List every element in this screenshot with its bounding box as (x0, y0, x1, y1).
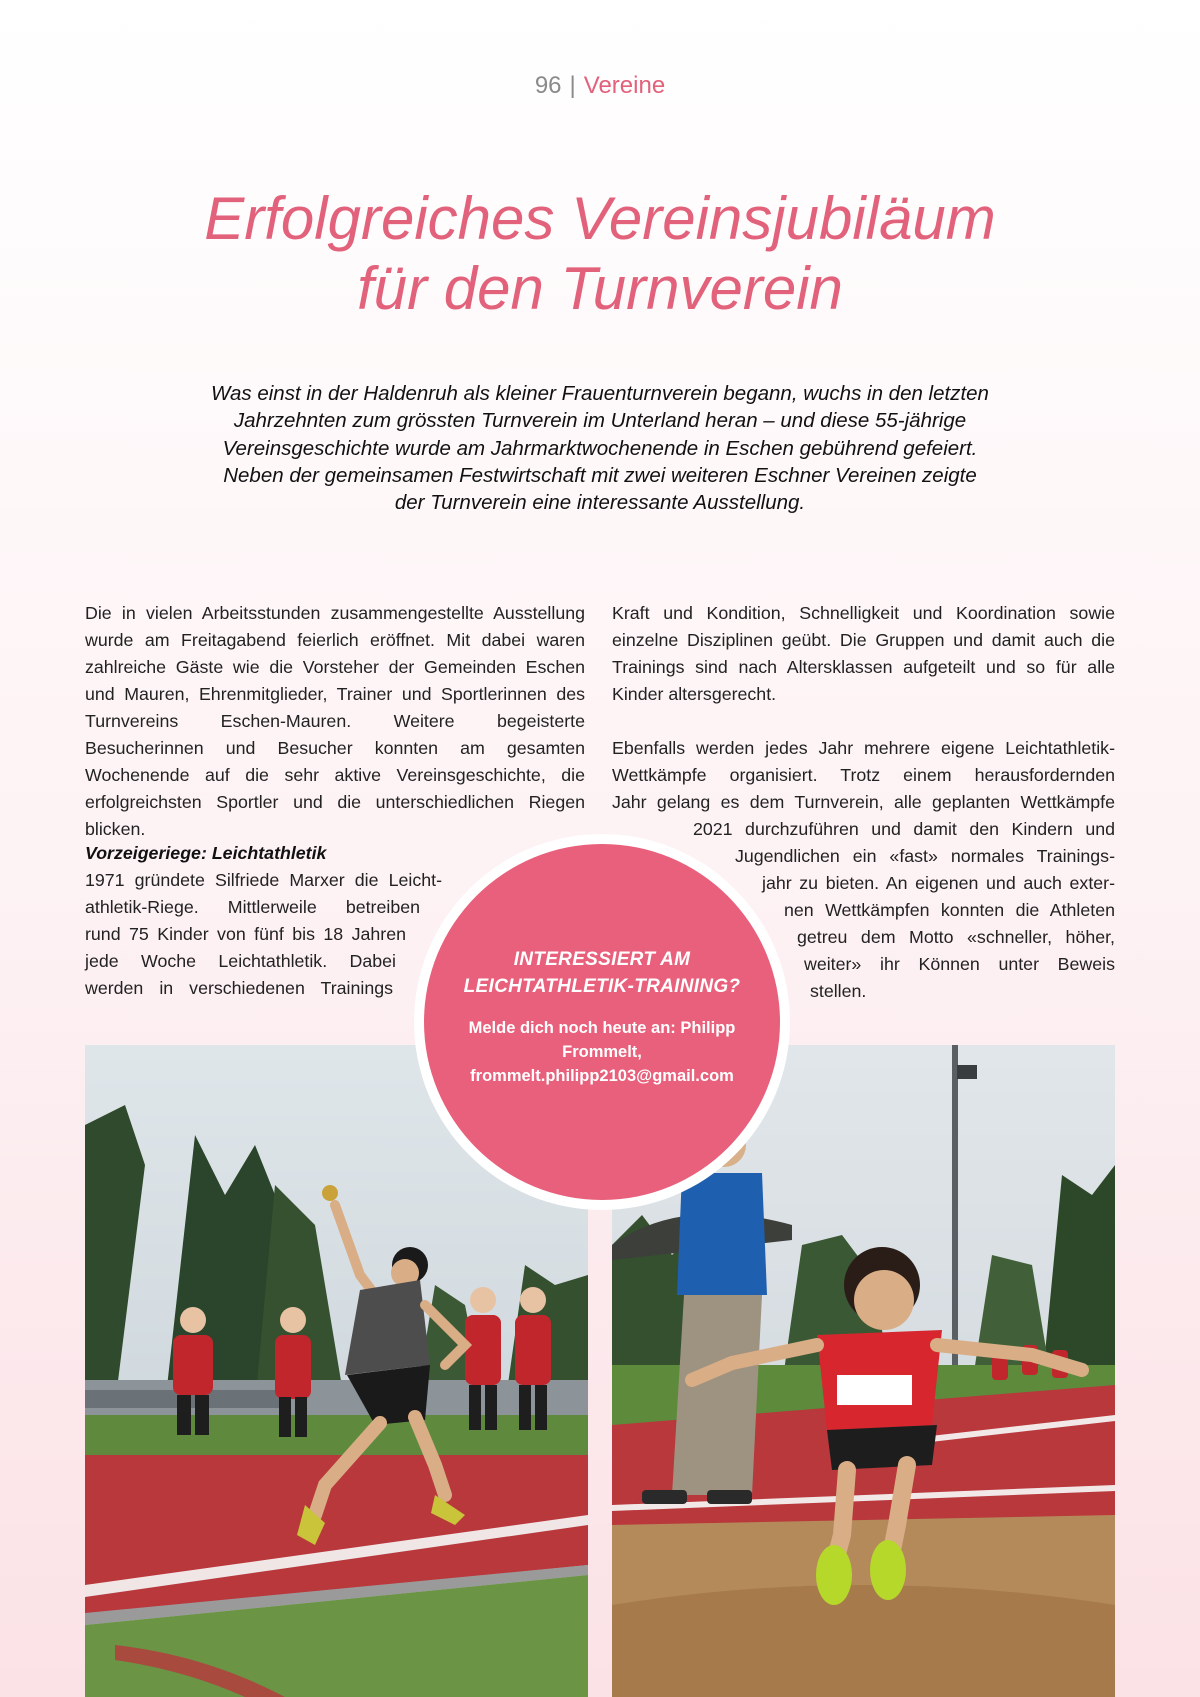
body-paragraph-4-line: getreu dem Motto «schneller, höher, (797, 927, 1115, 947)
body-paragraph-4-line: Jugendlichen ein «fast» normales Trainings- (735, 846, 1115, 866)
body-paragraph-4-line: nen Wettkämpfen konnten die Athleten (784, 900, 1115, 920)
body-paragraph-4-line: Ebenfalls werden jedes Jahr mehrere eigene Leichtathletik- (612, 738, 1115, 758)
body-paragraph-1: Die in vielen Arbeitsstunden zusammengestellte Ausstellung wurde am Freitagabend feierlich eröffnet. Mit dabei waren zahlreiche Gäste wie die Vorsteher der Gemeinden Eschen und Mauren, Ehrenmitglieder, Trainer und Sportlerinnen des Turnvereins Eschen-Mauren. Weitere begeisterte Besucherinnen und Besucher konnten am gesamten Wochenende auf die sehr aktive Vereinsgeschichte, die erfolgreichsten Sportler und die unterschiedlichen Riegen blicken. (85, 603, 585, 839)
callout-circle (424, 844, 780, 1200)
body-paragraph-4-line: Jahr gelang es dem Turnverein, alle geplanten Wettkämpfe (612, 792, 1115, 812)
header-separator: | (569, 72, 576, 99)
callout-contact: Melde dich noch heute an: Philipp Frommelt, frommelt.philipp2103@gmail.com (468, 1019, 736, 1085)
body-paragraph-4-line: 2021 durchzuführen und damit den Kindern und (693, 819, 1115, 839)
body-paragraph-2-line: werden in verschiedenen Trainings (85, 978, 393, 998)
callout-title: INTERESSIERT AM LEICHTATHLETIK-TRAINING? (463, 949, 741, 997)
body-paragraph-4-line: jahr zu bieten. An eigenen und auch exter- (762, 873, 1115, 893)
body-paragraph-2-line: jede Woche Leichtathletik. Dabei (85, 951, 396, 971)
body-paragraph-4-line: stellen. (810, 981, 867, 1001)
article-lead: Was einst in der Haldenruh als kleiner Frauenturnverein begann, wuchs in den letzten Jahrzehnten zum grössten Turnverein im Unterland heran – und diese 55-jährige Vereinsgeschichte wurde am Jahrmarktwochenende in Eschen gebührend gefeiert. Neben der gemeinsamen Festwirtschaft mit zwei weiteren Eschner Vereinen zeigte der Turnverein eine interessante Ausstellung. (211, 382, 989, 515)
body-paragraph-2-line: athletik-Riege. Mittlerweile betreiben (85, 897, 420, 917)
page-header (0, 72, 1200, 100)
subheading: Vorzeigeriege: Leichtathletik (85, 843, 327, 863)
body-paragraph-2-line: rund 75 Kinder von fünf bis 18 Jahren (85, 924, 406, 944)
article-title-line-1: Erfolgreiches Vereinsjubiläum (204, 185, 996, 252)
body-paragraph-2-line: 1971 gründete Silfriede Marxer die Leicht- (85, 870, 442, 890)
body-paragraph-4-line: weiter» ihr Können unter Beweis (804, 954, 1115, 974)
article-title (100, 184, 1100, 324)
body-paragraph-3: Kraft und Kondition, Schnelligkeit und Koordination sowie einzelne Disziplinen geübt. Die Gruppen und damit auch die Trainings sind nach Altersklassen aufgeteilt und so für alle Kinder altersgerecht. (612, 603, 1115, 704)
article-title-line-2: für den Turnverein (357, 255, 843, 322)
section-name: Vereine (583, 72, 666, 99)
page-number: 96 (534, 72, 562, 99)
body-paragraph-4-line: Wettkämpfe organisiert. Trotz einem herausfordernden (612, 765, 1115, 785)
